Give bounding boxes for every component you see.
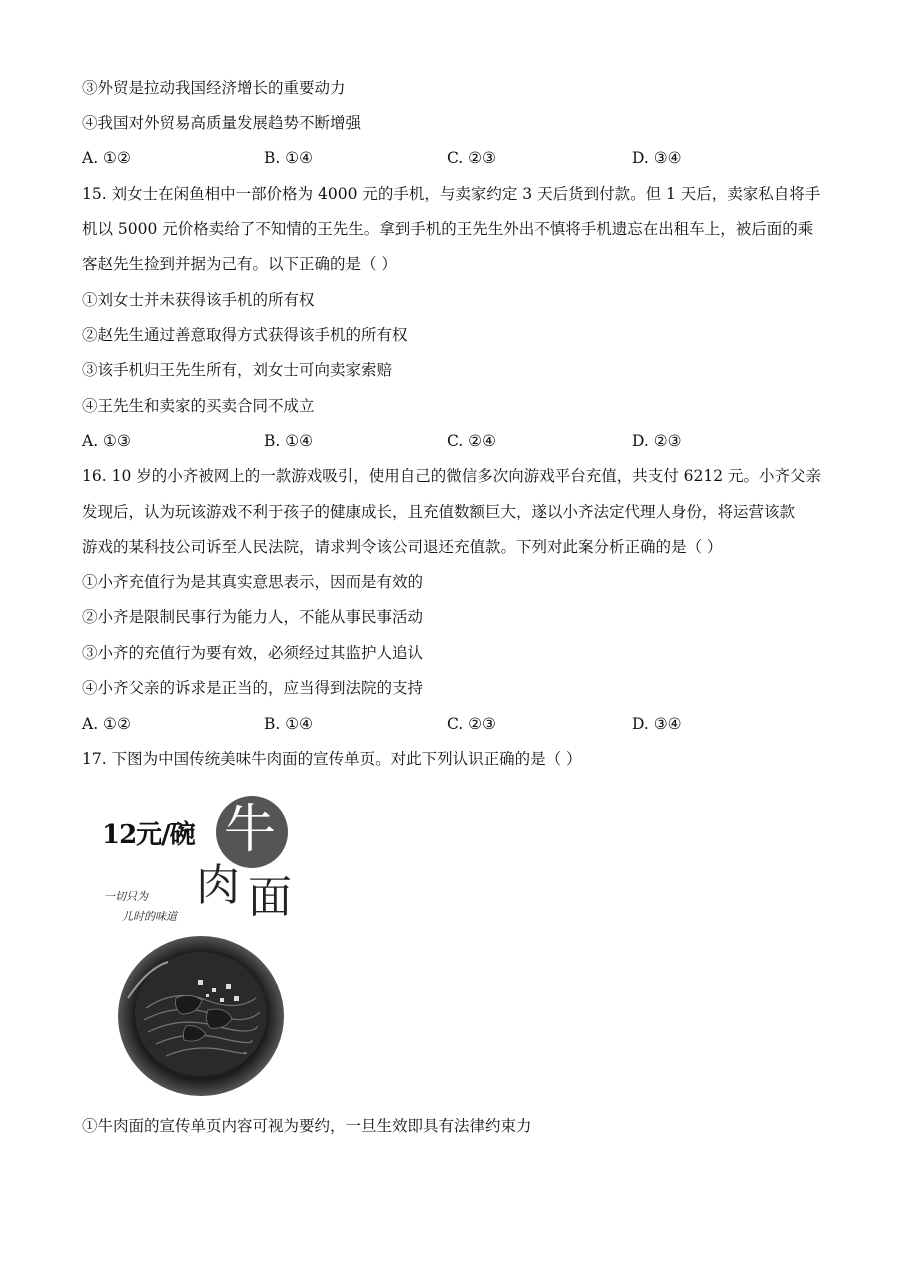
flyer-slogan-line-2: 儿时的味道 (122, 910, 177, 923)
q16-stem-line-3: 游戏的某科技公司诉至人民法院，请求判令该公司退还充值款。下列对此案分析正确的是（ ） (82, 538, 723, 556)
noodle-bowl-image (116, 928, 286, 1098)
q16-choice-c: C. ②③ (447, 715, 496, 733)
q16-option-item-3: ③小齐的充值行为要有效，必须经过其监护人追认 (82, 644, 424, 662)
q15-stem-line-2: 机以 5000 元价格卖给了不知情的王先生。拿到手机的王先生外出不慎将手机遗忘在出租车上，被后面的乘 (82, 220, 814, 238)
q16-stem-line-1: 16. 10 岁的小齐被网上的一款游戏吸引，使用自己的微信多次向游戏平台充值，共支付 6212 元。小齐父亲 (82, 467, 822, 485)
q15-choice-d: D. ②③ (632, 432, 682, 450)
q16-choice-b: B. ①④ (264, 715, 314, 733)
q15-option-item-4: ④王先生和卖家的买卖合同不成立 (82, 397, 315, 415)
q14-choice-a: A. ①② (82, 149, 131, 167)
flyer-slogan-line-1: 一切只为 (104, 890, 148, 903)
flyer-price: 12元/碗 (102, 820, 195, 850)
q15-option-item-1: ①刘女士并未获得该手机的所有权 (82, 291, 315, 309)
q16-stem-line-2: 发现后，认为玩该游戏不利于孩子的健康成长，且充值数额巨大，遂以小齐法定代理人身份，将运营该款 (82, 503, 796, 521)
q14-option-item-4: ④我国对外贸易高质量发展趋势不断增强 (82, 114, 362, 132)
q14-choice-d: D. ③④ (632, 149, 682, 167)
q17-option-item-1: ①牛肉面的宣传单页内容可视为要约，一旦生效即具有法律约束力 (82, 1117, 532, 1135)
beef-noodle-flyer (98, 788, 298, 1100)
q14-choice-c: C. ②③ (447, 149, 496, 167)
flyer-title-char-2: 肉 (196, 860, 240, 911)
q17-stem: 17. 下图为中国传统美味牛肉面的宣传单页。对此下列认识正确的是（ ） (82, 750, 582, 768)
flyer-title-char-1: 牛 (224, 800, 277, 860)
q15-option-item-2: ②赵先生通过善意取得方式获得该手机的所有权 (82, 326, 408, 344)
q15-choice-a: A. ①③ (82, 432, 131, 450)
q16-choice-a: A. ①② (82, 715, 131, 733)
q16-option-item-2: ②小齐是限制民事行为能力人，不能从事民事活动 (82, 608, 424, 626)
q15-stem-line-1: 15. 刘女士在闲鱼相中一部价格为 4000 元的手机，与卖家约定 3 天后货到付款。但 1 天后，卖家私自将手 (82, 185, 821, 203)
q15-stem-line-3: 客赵先生捡到并据为己有。以下正确的是（ ） (82, 255, 397, 273)
flyer-title-char-3: 面 (248, 872, 292, 923)
q15-choice-c: C. ②④ (447, 432, 496, 450)
q16-option-item-1: ①小齐充值行为是其真实意思表示，因而是有效的 (82, 573, 424, 591)
q15-option-item-3: ③该手机归王先生所有，刘女士可向卖家索赔 (82, 361, 393, 379)
q14-choice-b: B. ①④ (264, 149, 314, 167)
q16-option-item-4: ④小齐父亲的诉求是正当的，应当得到法院的支持 (82, 679, 424, 697)
q15-choice-b: B. ①④ (264, 432, 314, 450)
q16-choice-d: D. ③④ (632, 715, 682, 733)
q14-option-item-3: ③外贸是拉动我国经济增长的重要动力 (82, 79, 346, 97)
